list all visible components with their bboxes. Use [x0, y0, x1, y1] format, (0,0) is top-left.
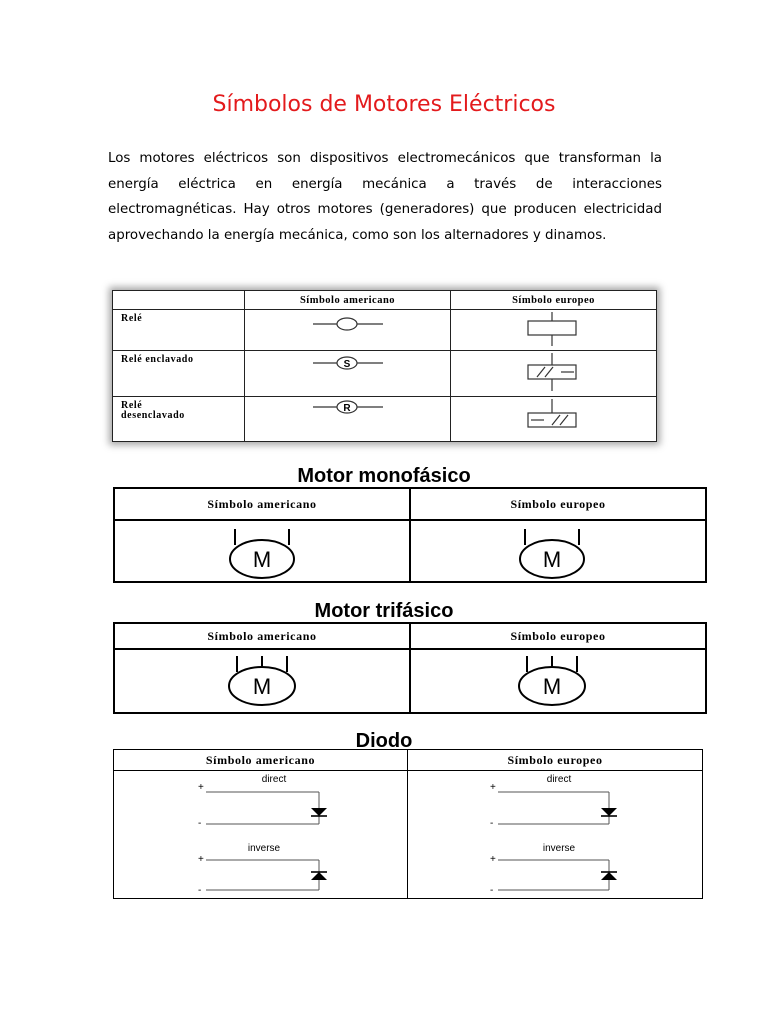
diode-american-inverse-minus: -: [198, 884, 202, 896]
three-phase-european-letter: M: [542, 674, 562, 699]
three-phase-motor-american-icon: [115, 650, 409, 712]
relay-european-symbol: [451, 310, 657, 351]
relay-latched-row: [113, 351, 657, 396]
diode-european-inverse-label: inverse: [542, 842, 576, 854]
diode-european-direct-label: direct: [546, 773, 572, 785]
relay-header-european: Símbolo europeo: [451, 291, 657, 310]
diode-american-direct-plus: +: [198, 781, 204, 793]
relay-header-blank: [113, 291, 245, 310]
relay-symbols-image: [112, 290, 657, 442]
single-phase-american-letter: M: [252, 547, 272, 572]
relay-unlatched-american-symbol: [245, 396, 451, 442]
relay-unlatched-european-symbol: [451, 396, 657, 442]
diode-american-icon: [114, 772, 406, 898]
single-phase-american-header: Símbolo americano: [114, 488, 410, 520]
relay-row: [113, 310, 657, 351]
relay-unlatched-label-line2: desenclavado: [121, 409, 185, 421]
three-phase-motor-european-icon: [411, 650, 705, 712]
relay-latched-american-icon: [245, 353, 450, 393]
relay-coil-european-icon: [451, 312, 656, 348]
relay-table-header: [113, 291, 657, 310]
diode-european-direct-minus: -: [490, 817, 494, 829]
single-phase-motor-european-icon: [411, 521, 705, 581]
single-phase-european-header: Símbolo europeo: [410, 488, 706, 520]
single-phase-motor-american-icon: [115, 521, 409, 581]
relay-latched-letter: S: [343, 359, 351, 371]
three-phase-american-header: Símbolo americano: [114, 623, 410, 649]
single-phase-european-cell: [410, 520, 706, 582]
page-title: Símbolos de Motores Eléctricos: [212, 92, 556, 117]
diode-american-direct-label: direct: [261, 773, 287, 785]
diode-heading: Diodo: [355, 730, 413, 752]
diode-european-header: Símbolo europeo: [408, 750, 703, 771]
relay-latched-label: Relé enclavado: [113, 351, 245, 396]
single-phase-european-letter: M: [542, 547, 562, 572]
three-phase-european-cell: [410, 649, 706, 713]
diode-american-inverse-plus: +: [198, 853, 204, 865]
three-phase-motor-heading: Motor trifásico: [314, 600, 454, 622]
relay-american-symbol: [245, 310, 451, 351]
three-phase-european-header: Símbolo europeo: [410, 623, 706, 649]
relay-unlatched-label-line1: Relé: [121, 399, 143, 411]
diode-european-inverse-plus: +: [490, 853, 496, 865]
relay-latched-american-symbol: [245, 351, 451, 396]
diode-american-cell: [114, 771, 408, 899]
relay-table: [112, 290, 657, 442]
relay-latched-european-symbol: [451, 351, 657, 396]
relay-unlatched-american-icon: [245, 399, 450, 439]
intro-paragraph: Los motores eléctricos son dispositivos electromecánicos que transforman la energía eléctrica en energía mecánica a través de interacciones electromagnéticas. Hay otros motores (generadores) que producen electricidad aprovechando la energía mecánica, como son los alternadores y dinamos.: [108, 151, 662, 243]
diode-european-direct-plus: +: [490, 781, 496, 793]
relay-row-label: Relé: [113, 310, 245, 351]
diode-european-icon: [408, 772, 700, 898]
diode-american-header: Símbolo americano: [114, 750, 408, 771]
single-phase-american-cell: [114, 520, 410, 582]
diode-european-cell: [408, 771, 703, 899]
diode-american-direct-minus: -: [198, 817, 202, 829]
three-phase-motor-table: [113, 622, 707, 714]
diode-table: [113, 749, 703, 899]
relay-latched-european-icon: [451, 353, 656, 393]
relay-unlatched-row: [113, 396, 657, 442]
relay-unlatched-label: [113, 396, 245, 442]
relay-unlatched-letter: R: [343, 402, 351, 414]
diode-american-inverse-label: inverse: [247, 842, 281, 854]
relay-coil-american-icon: [245, 312, 450, 348]
three-phase-american-cell: [114, 649, 410, 713]
single-phase-motor-heading: Motor monofásico: [297, 465, 471, 487]
diode-european-inverse-minus: -: [490, 884, 494, 896]
three-phase-american-letter: M: [252, 674, 272, 699]
single-phase-motor-table: [113, 487, 707, 583]
relay-unlatched-european-icon: [451, 399, 656, 439]
relay-header-american: Símbolo americano: [245, 291, 451, 310]
